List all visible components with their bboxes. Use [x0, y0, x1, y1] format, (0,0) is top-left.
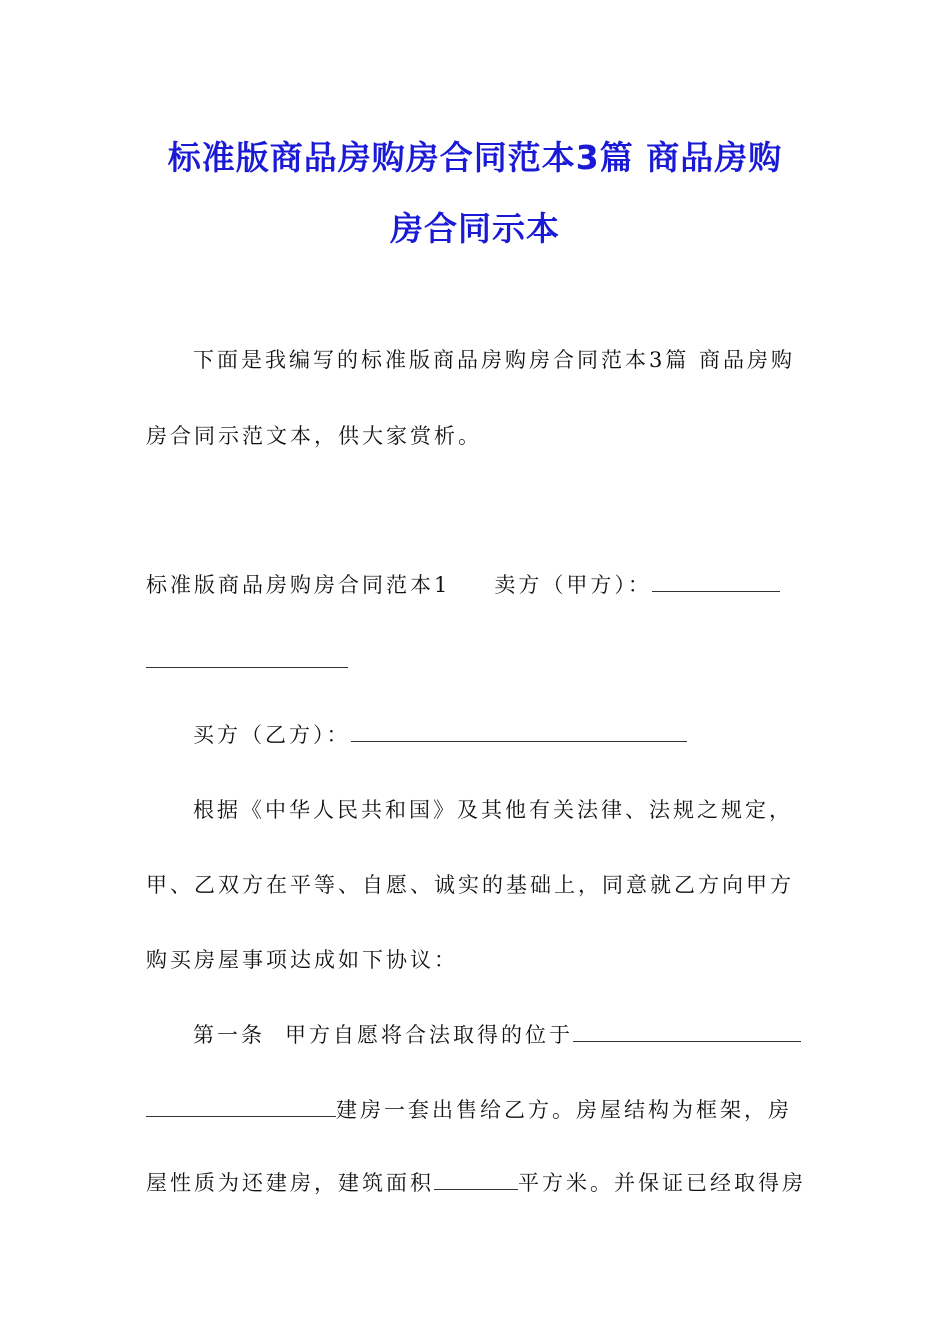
- article1-label: 第一条: [193, 1023, 265, 1047]
- contract-heading-row: [146, 570, 806, 600]
- contract-heading: 标准版商品房购房合同范本1: [146, 573, 451, 597]
- document-title-line-2: 房合同示本: [390, 209, 560, 248]
- seller-blank: [652, 571, 780, 592]
- buyer-label: 买方（乙方）：: [193, 723, 351, 747]
- document-title-line-1: 标准版商品房购房合同范本3篇 商品房购: [167, 138, 783, 177]
- area-blank: [434, 1169, 518, 1190]
- intro-line-2: 房合同示范文本，供大家赏析。: [146, 424, 482, 448]
- article1-text-2: 建房一套出售给乙方。房屋结构为框架，房: [336, 1098, 792, 1122]
- article1-text-3a: 屋性质为还建房，建筑面积: [146, 1171, 434, 1195]
- article1-text-1: 甲方自愿将合法取得的位于: [285, 1023, 573, 1047]
- basis-line-3: 购买房屋事项达成如下协议：: [146, 948, 458, 972]
- seller-blank-continued: [146, 646, 806, 676]
- location-blank: [573, 1021, 801, 1042]
- article1-row-2: [146, 1095, 806, 1125]
- article1-row-3: [146, 1168, 806, 1198]
- seller-blank-line-2: [146, 647, 348, 668]
- article1-text-3b: 平方米。并保证已经取得房: [518, 1171, 806, 1195]
- article1-row-1: [193, 1020, 853, 1050]
- location-blank-line-2: [146, 1096, 336, 1117]
- intro-line-1: 下面是我编写的标准版商品房购房合同范本3篇 商品房购: [193, 348, 796, 372]
- buyer-blank: [351, 721, 687, 742]
- seller-label: 卖方（甲方）：: [494, 573, 652, 597]
- buyer-row: [193, 720, 853, 750]
- basis-line-1: 根据《中华人民共和国》及其他有关法律、法规之规定，: [193, 798, 793, 822]
- basis-line-2: 甲、乙双方在平等、自愿、诚实的基础上，同意就乙方向甲方: [146, 873, 794, 897]
